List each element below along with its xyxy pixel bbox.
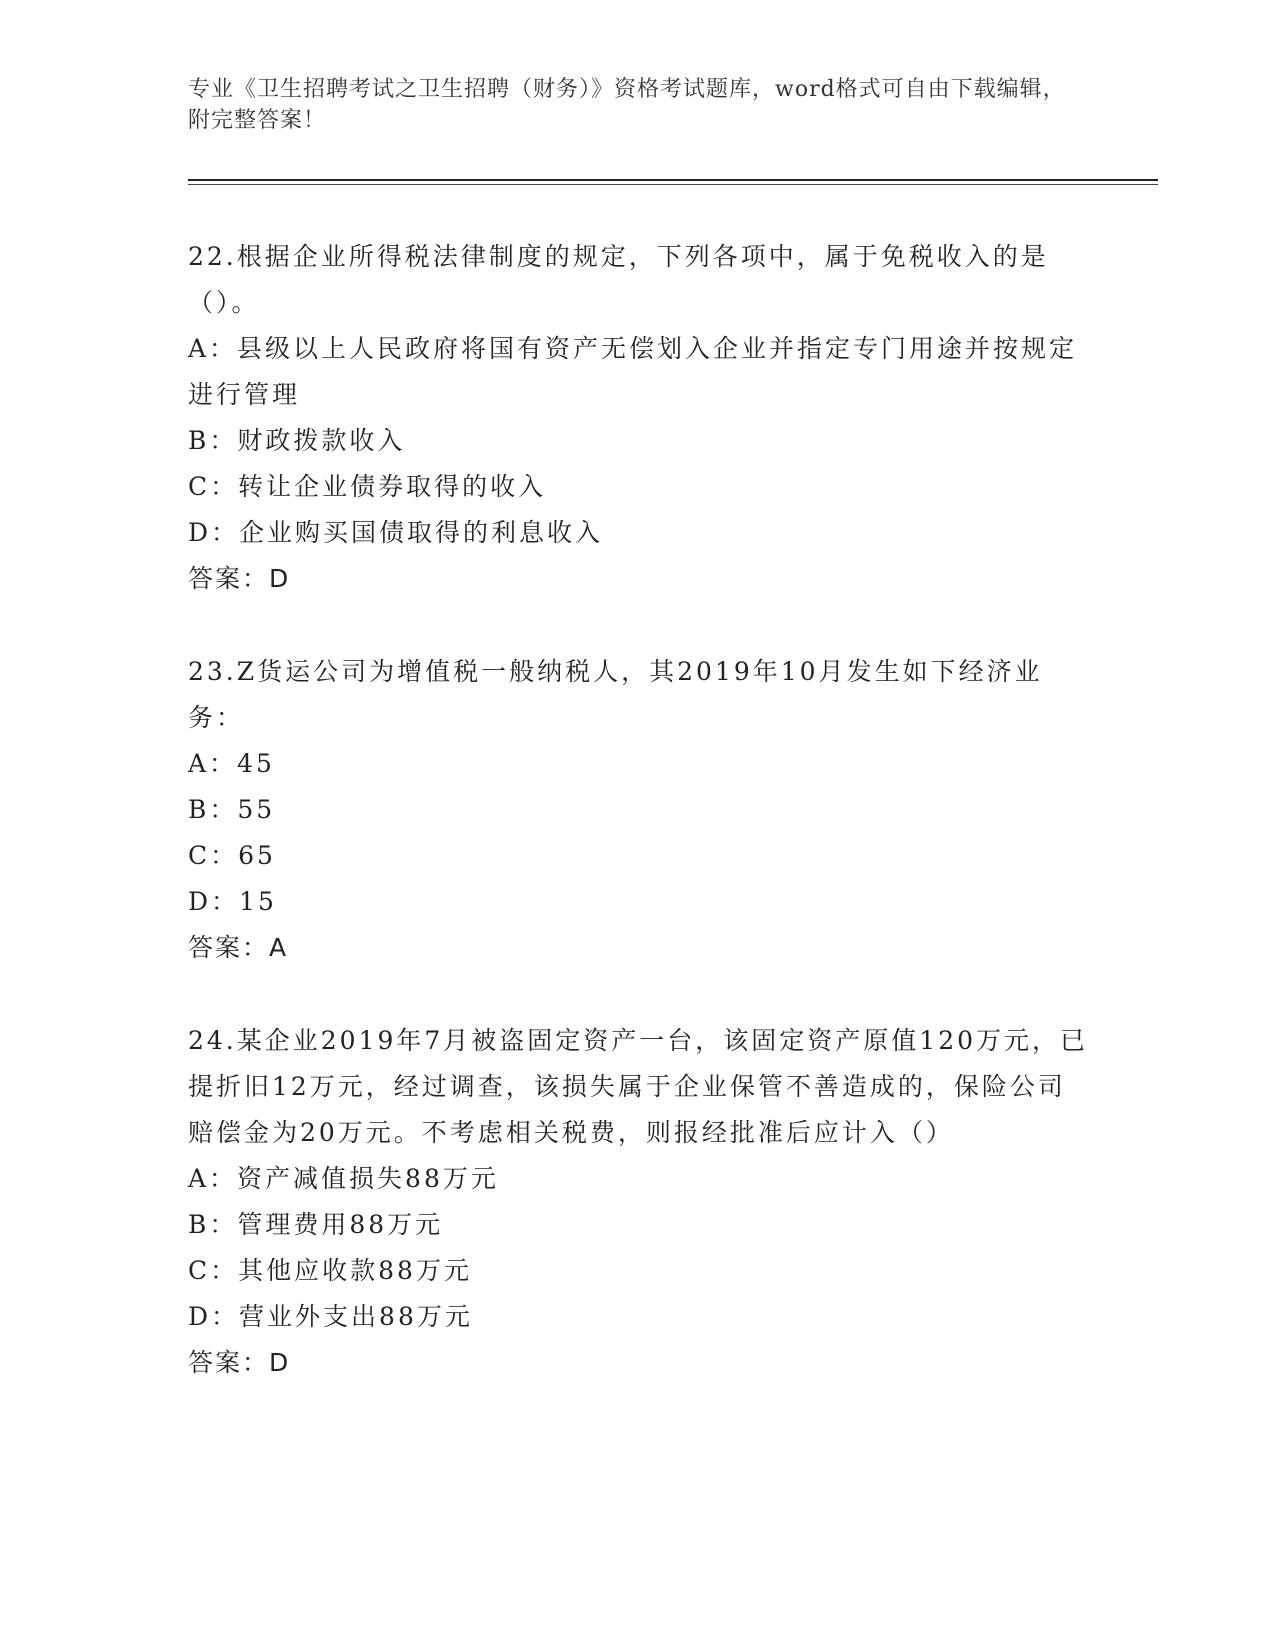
question-23 — [188, 649, 1088, 971]
header-divider-thin — [188, 184, 1158, 185]
option-b: B：管理费用88万元 — [188, 1210, 444, 1239]
document-header: 专业《卫生招聘考试之卫生招聘（财务）》资格考试题库，word格式可自由下载编辑，附完整答案！ — [188, 77, 1066, 133]
question-24 — [188, 1018, 1088, 1386]
header-divider-thick — [188, 179, 1158, 181]
option-b: B：55 — [188, 795, 276, 824]
option-c: C：65 — [188, 841, 276, 870]
question-22 — [188, 234, 1088, 602]
option-c: C：转让企业债券取得的收入 — [188, 472, 547, 501]
answer-line: 答案：D — [188, 1348, 291, 1377]
option-a: A：45 — [188, 749, 275, 778]
question-stem: 24.某企业2019年7月被盗固定资产一台，该固定资产原值120万元，已提折旧12万元，经过调查，该损失属于企业保管不善造成的，保险公司赔偿金为20万元。不考虑相关税费，则报经批准后应计入（） — [188, 1026, 1089, 1147]
option-d: D：15 — [188, 887, 277, 916]
option-a: A：县级以上人民政府将国有资产无偿划入企业并指定专门用途并按规定进行管理 — [188, 334, 1078, 409]
question-stem: 22.根据企业所得税法律制度的规定，下列各项中，属于免税收入的是（）。 — [188, 242, 1049, 317]
answer-line: 答案：D — [188, 564, 291, 593]
option-c: C：其他应收款88万元 — [188, 1256, 472, 1285]
option-a: A：资产减值损失88万元 — [188, 1164, 499, 1193]
option-b: B：财政拨款收入 — [188, 426, 406, 455]
option-d: D：营业外支出88万元 — [188, 1302, 473, 1331]
question-list — [188, 234, 1088, 1433]
question-stem: 23.Z货运公司为增值税一般纳税人，其2019年10月发生如下经济业务： — [188, 657, 1043, 732]
option-d: D：企业购买国债取得的利息收入 — [188, 518, 604, 547]
answer-line: 答案：A — [188, 933, 289, 962]
